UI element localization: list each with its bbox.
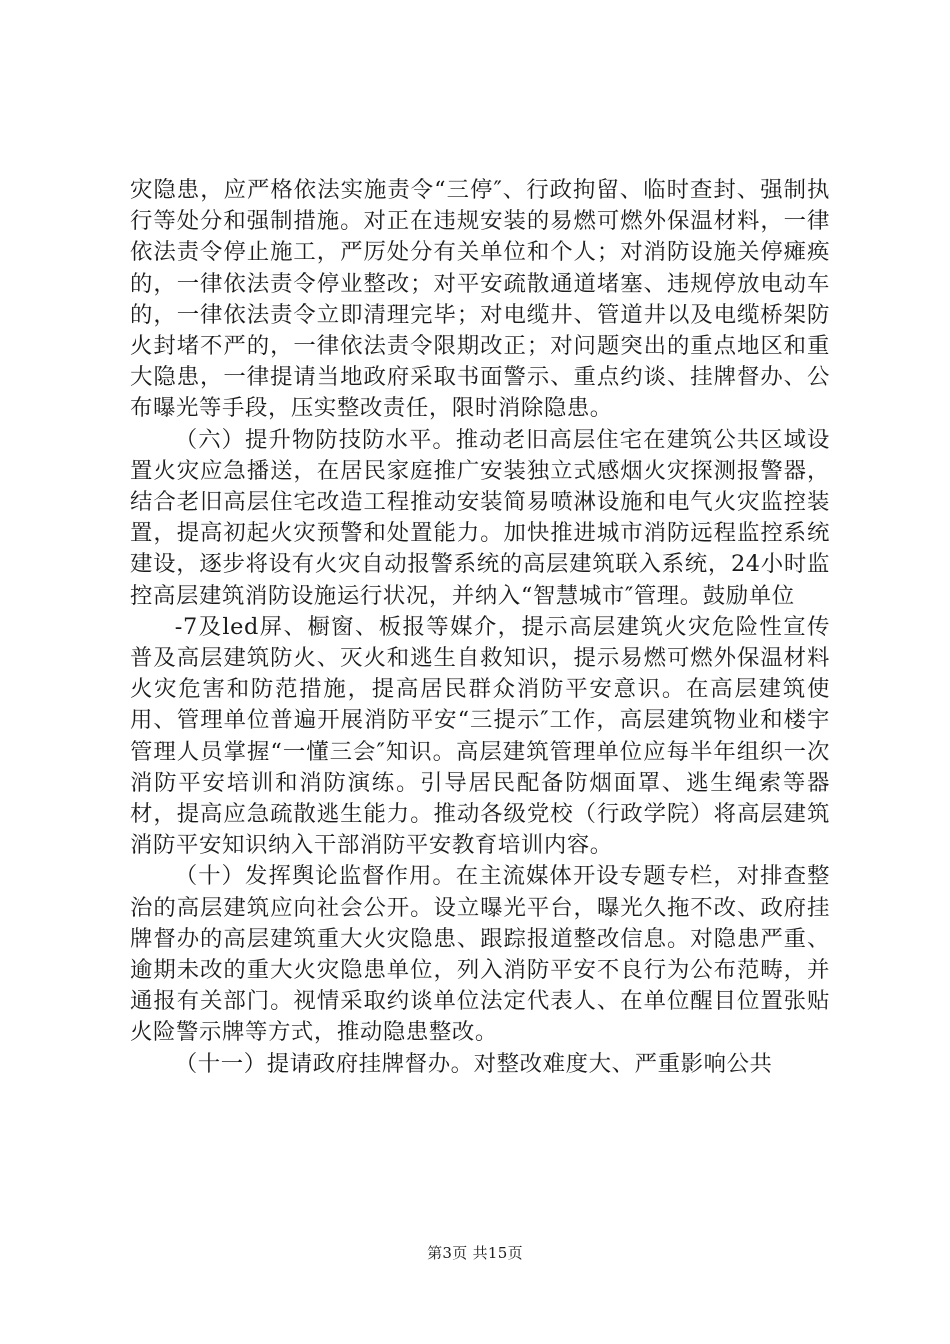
page-footer: [0, 1243, 950, 1263]
paragraph-4: （十）发挥舆论监督作用。在主流媒体开设专题专栏，对排查整治的高层建筑应向社会公开。设立曝光平台，曝光久拖不改、政府挂牌督办的高层建筑重大火灾隐患、跟踪报道整改信息。对隐患严重、逾期未改的重大火灾隐患单位，列入消防平安不良行为公布范畴，并通报有关部门。视情采取约谈单位法定代表人、在单位醒目位置张贴火险警示牌等方式，推动隐患整改。: [130, 863, 830, 1046]
paragraph-3: -7及led屏、橱窗、板报等媒介，提示高层建筑火灾危险性宣传普及高层建筑防火、灭火和逃生自救知识，提示易燃可燃外保温材料火灾危害和防范措施，提高居民群众消防平安意识。在高层建筑使用、管理单位普遍开展消防平安“三提示″工作，高层建筑物业和楼宇管理人员掌握“一懂三会″知识。高层建筑管理单位应每半年组织一次消防平安培训和消防演练。引导居民配备防烟面罩、逃生绳索等器材，提高应急疏散逃生能力。推动各级党校（行政学院）将高层建筑消防平安知识纳入干部消防平安教育培训内容。: [130, 613, 830, 859]
paragraph-5: （十一）提请政府挂牌督办。对整改难度大、严重影响公共: [174, 1050, 773, 1077]
paragraph-2: （六）提升物防技防水平。推动老旧高层住宅在建筑公共区域设置火灾应急播送，在居民家庭推广安装独立式感烟火灾探测报警器，结合老旧高层住宅改造工程推动安装简易喷淋设施和电气火灾监控装置，提高初起火灾预警和处置能力。加快推进城市消防远程监控系统建设，逐步将设有火灾自动报警系统的高层建筑联入系统，24小时监控高层建筑消防设施运行状况，并纳入“智慧城市″管理。鼓励单位: [130, 426, 830, 609]
page-number-label: 第3页 共15页: [427, 1244, 523, 1262]
paragraph-1: 灾隐患，应严格依法实施责令“三停″、行政拘留、临时查封、强制执行等处分和强制措施。对正在违规安装的易燃可燃外保温材料，一律依法责令停止施工，严厉处分有关单位和个人；对消防设施关停瘫痪的，一律依法责令停业整改；对平安疏散通道堵塞、违规停放电动车的，一律依法责令立即清理完毕；对电缆井、管道井以及电缆桥架防火封堵不严的，一律依法责令限期改正；对问题突出的重点地区和重大隐患，一律提请当地政府采取书面警示、重点约谈、挂牌督办、公布曝光等手段，压实整改责任，限时消除隐患。: [130, 177, 830, 422]
document-body: [130, 175, 830, 1080]
